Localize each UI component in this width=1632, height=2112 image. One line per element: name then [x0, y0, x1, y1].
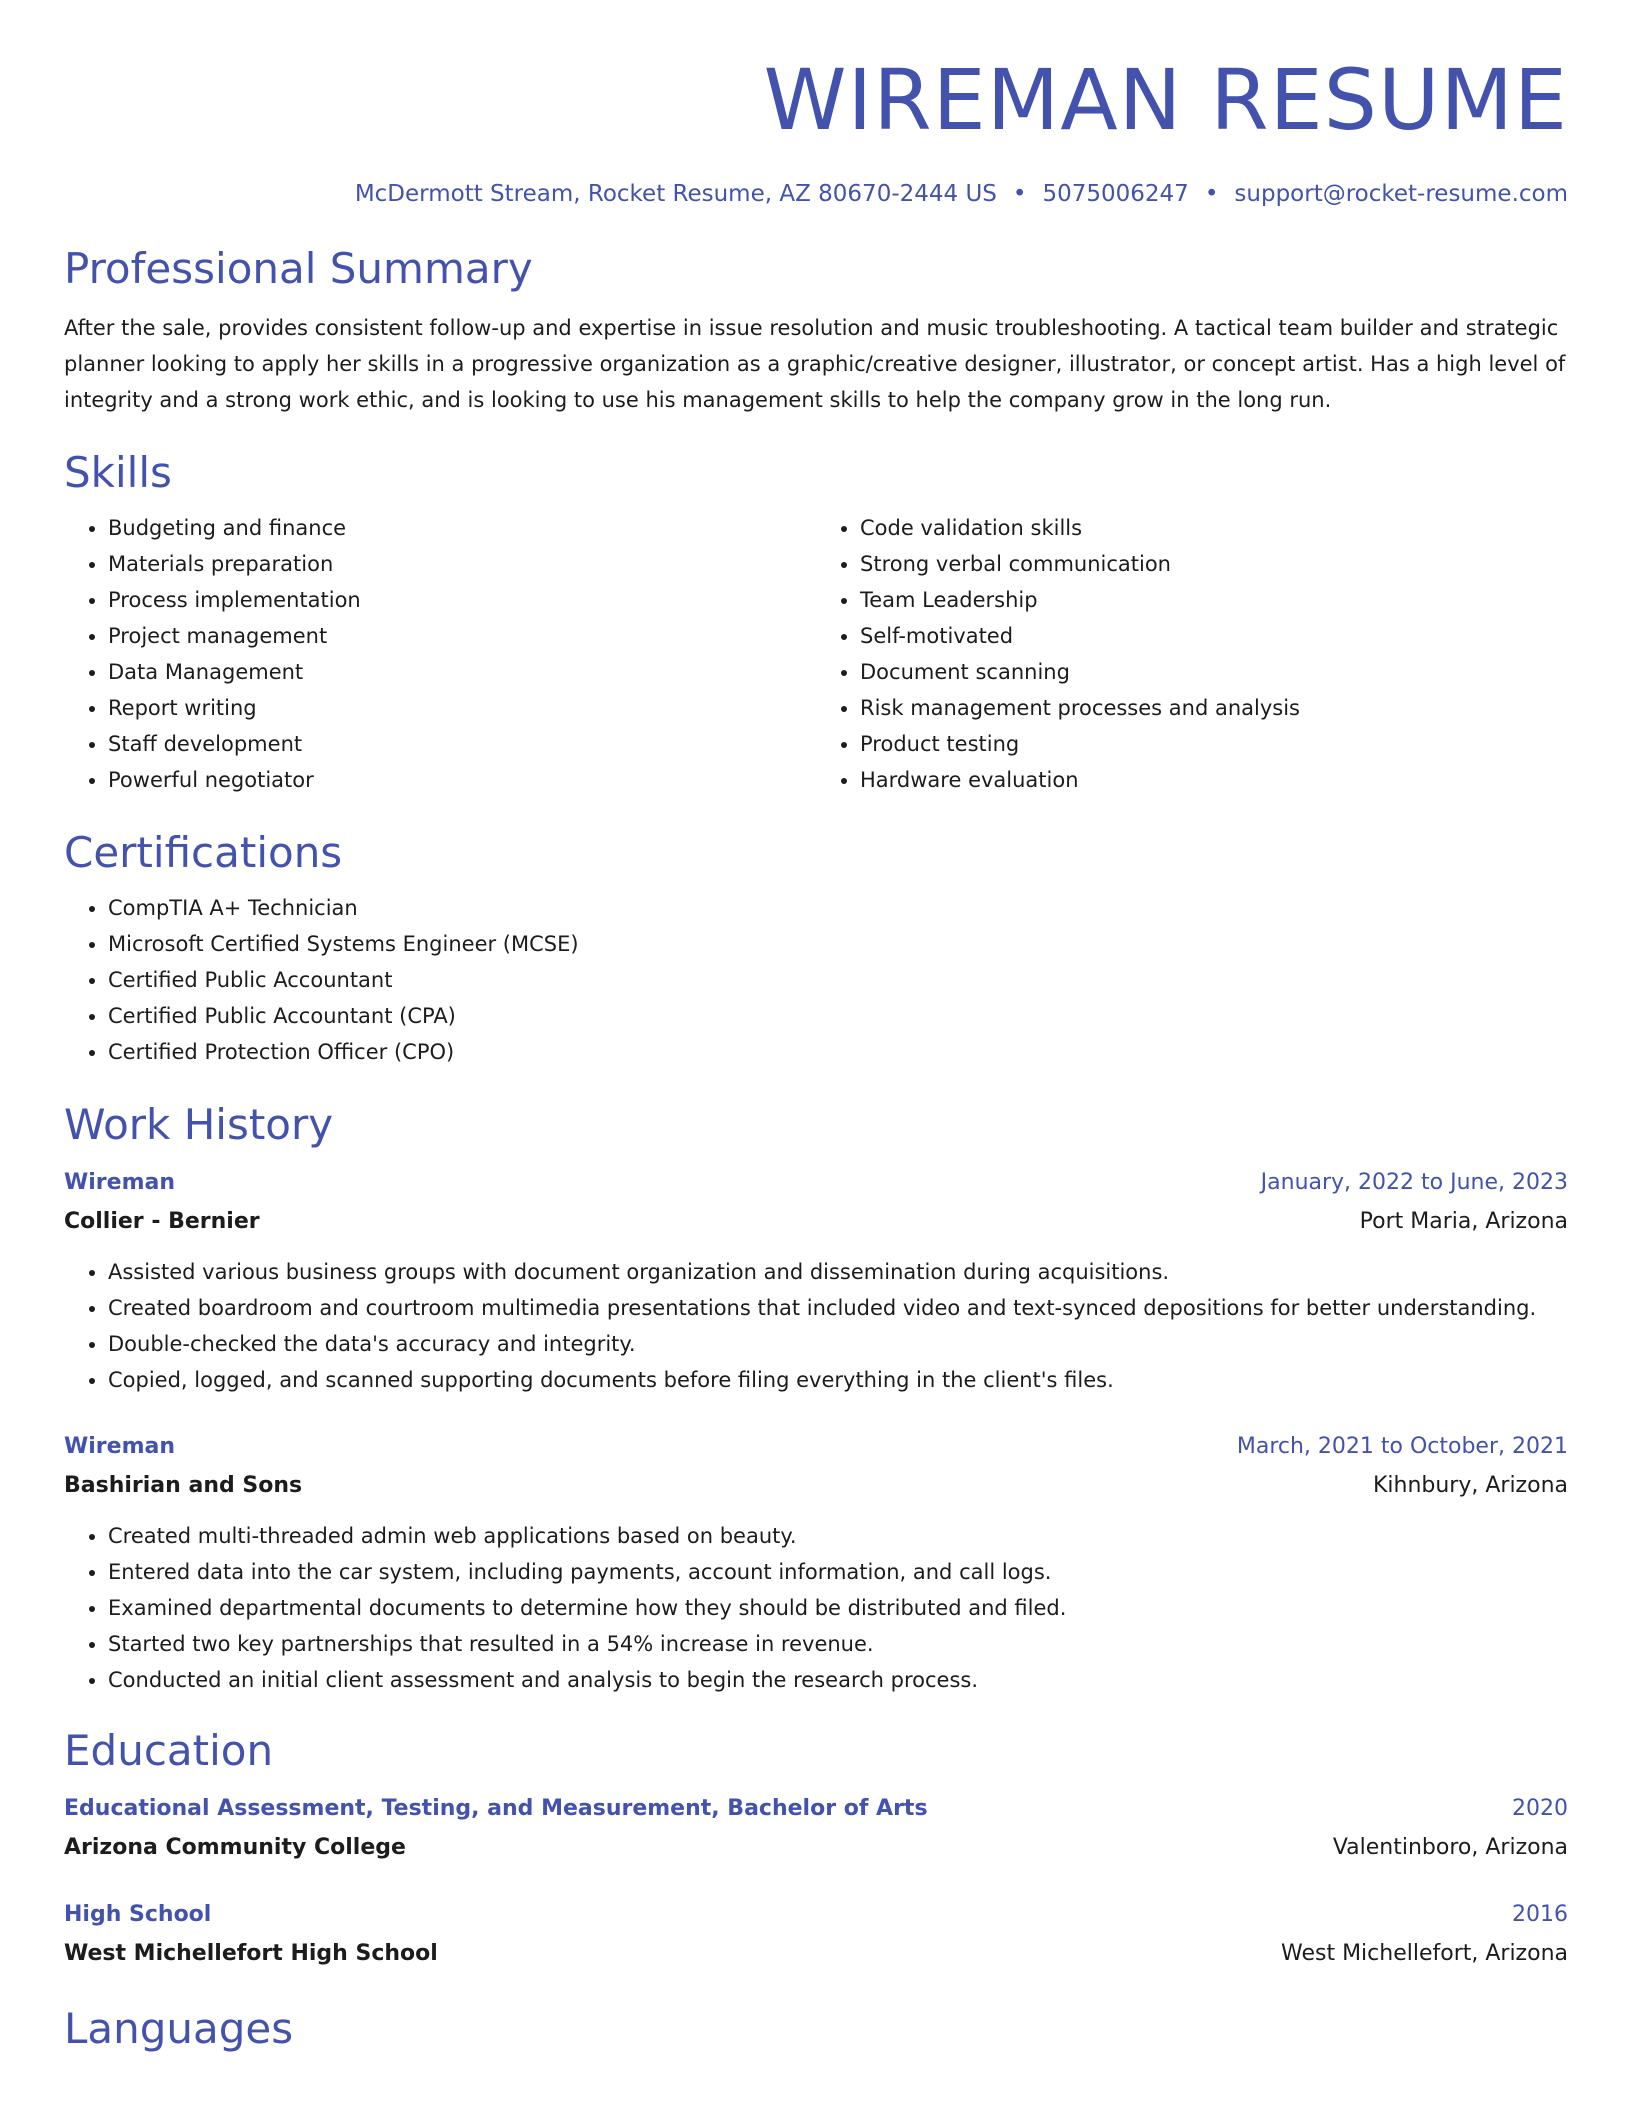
- education-degree-row: [64, 1790, 1568, 1828]
- job-role: Wireman: [64, 1170, 176, 1195]
- section-title-certifications: Certifications: [64, 828, 343, 877]
- education-entry: [64, 1896, 1568, 1974]
- certifications-section: [64, 826, 1568, 1070]
- contact-line: [64, 178, 1568, 210]
- education-school-row: [64, 1828, 1568, 1868]
- skill-item: • Hardware evaluation: [860, 762, 1568, 798]
- job-bullet: • Entered data into the car system, including payments, account information, and call logs.: [108, 1554, 1568, 1590]
- languages-section: [64, 2002, 1568, 2056]
- skill-item: • Risk management processes and analysis: [860, 690, 1568, 726]
- skill-item: • Product testing: [860, 726, 1568, 762]
- job-role: Wireman: [64, 1434, 176, 1459]
- education-year: 2016: [1512, 1902, 1568, 1927]
- skill-item: • Budgeting and finance: [108, 510, 816, 546]
- job-entry: [64, 1428, 1568, 1698]
- resume-header: [64, 48, 1568, 210]
- job-bullet: • Assisted various business groups with document organization and dissemination during acquisitions.: [108, 1254, 1568, 1290]
- certification-item: • Certified Public Accountant (CPA): [108, 998, 1568, 1034]
- education-location: West Michellefort, Arizona: [1280, 1941, 1568, 1966]
- certifications-list: [64, 890, 1568, 1070]
- resume-name: WIREMAN RESUME: [763, 51, 1568, 149]
- contact-address: McDermott Stream, Rocket Resume, AZ 80670-2444 US: [354, 181, 997, 207]
- job-bullet: • Examined departmental documents to determine how they should be distributed and filed.: [108, 1590, 1568, 1626]
- job-title-row: [64, 1164, 1568, 1202]
- job-title-row: [64, 1428, 1568, 1466]
- job-bullet: • Created boardroom and courtroom multimedia presentations that included video and text-synced depositions for better understanding.: [108, 1290, 1568, 1326]
- job-company: Collier - Bernier: [64, 1209, 260, 1234]
- skill-item: • Materials preparation: [108, 546, 816, 582]
- job-dates: January, 2022 to June, 2023: [1260, 1170, 1568, 1195]
- section-title-languages: Languages: [64, 2004, 294, 2053]
- skill-item: • Project management: [108, 618, 816, 654]
- job-company: Bashirian and Sons: [64, 1473, 303, 1498]
- section-title-work-history: Work History: [64, 1100, 334, 1149]
- job-dates: March, 2021 to October, 2021: [1236, 1434, 1568, 1459]
- education-degree: High School: [64, 1902, 212, 1927]
- certification-item: • Certified Protection Officer (CPO): [108, 1034, 1568, 1070]
- skill-item: • Staff development: [108, 726, 816, 762]
- skills-list-right: [816, 510, 1568, 798]
- education-location: Valentinboro, Arizona: [1332, 1835, 1568, 1860]
- skill-item: • Strong verbal communication: [860, 546, 1568, 582]
- certification-item: • Microsoft Certified Systems Engineer (MCSE): [108, 926, 1568, 962]
- contact-email: support@rocket-resume.com: [1234, 181, 1568, 207]
- skill-item: • Document scanning: [860, 654, 1568, 690]
- skills-columns: [64, 510, 1568, 798]
- job-bullet: • Conducted an initial client assessment and analysis to begin the research process.: [108, 1662, 1568, 1698]
- education-year: 2020: [1512, 1796, 1568, 1821]
- education-school: West Michellefort High School: [64, 1941, 438, 1966]
- job-location: Kihnbury, Arizona: [1372, 1473, 1568, 1498]
- skill-item: • Team Leadership: [860, 582, 1568, 618]
- contact-phone: 5075006247: [1042, 181, 1189, 207]
- skills-list-left: [64, 510, 816, 798]
- section-title-skills: Skills: [64, 448, 172, 497]
- skill-item: • Self-motivated: [860, 618, 1568, 654]
- job-bullet: • Started two key partnerships that resulted in a 54% increase in revenue.: [108, 1626, 1568, 1662]
- skill-item: • Process implementation: [108, 582, 816, 618]
- certification-item: • Certified Public Accountant: [108, 962, 1568, 998]
- contact-separator: •: [1204, 181, 1219, 207]
- education-school-row: [64, 1934, 1568, 1974]
- job-location: Port Maria, Arizona: [1359, 1209, 1568, 1234]
- job-bullet: • Copied, logged, and scanned supporting documents before filing everything in the client's files.: [108, 1362, 1568, 1398]
- skill-item: • Code validation skills: [860, 510, 1568, 546]
- education-degree-row: [64, 1896, 1568, 1934]
- education-section: [64, 1724, 1568, 1974]
- skill-item: • Report writing: [108, 690, 816, 726]
- professional-summary-section: [64, 242, 1568, 418]
- job-entry: [64, 1164, 1568, 1398]
- summary-text: After the sale, provides consistent follow-up and expertise in issue resolution and music troubleshooting. A tactical team builder and strategic planner looking to apply her skills in a progressive organization as a graphic/creative designer, illustrator, or concept artist. Has a high level of integrity and a strong work ethic, and is looking to use his management skills to help the company grow in the long run.: [64, 316, 1566, 412]
- section-title-summary: Professional Summary: [64, 244, 533, 293]
- education-degree: Educational Assessment, Testing, and Measurement, Bachelor of Arts: [64, 1796, 928, 1821]
- section-title-education: Education: [64, 1726, 274, 1775]
- education-school: Arizona Community College: [64, 1835, 406, 1860]
- job-company-row: [64, 1466, 1568, 1506]
- education-entry: [64, 1790, 1568, 1868]
- certification-item: • CompTIA A+ Technician: [108, 890, 1568, 926]
- skills-section: [64, 446, 1568, 798]
- work-history-section: [64, 1098, 1568, 1698]
- job-bullet: • Created multi-threaded admin web applications based on beauty.: [108, 1518, 1568, 1554]
- job-company-row: [64, 1202, 1568, 1242]
- job-bullets: [64, 1254, 1568, 1398]
- job-bullet: • Double-checked the data's accuracy and integrity.: [108, 1326, 1568, 1362]
- skill-item: • Data Management: [108, 654, 816, 690]
- contact-separator: •: [1012, 181, 1027, 207]
- skill-item: • Powerful negotiator: [108, 762, 816, 798]
- job-bullets: [64, 1518, 1568, 1698]
